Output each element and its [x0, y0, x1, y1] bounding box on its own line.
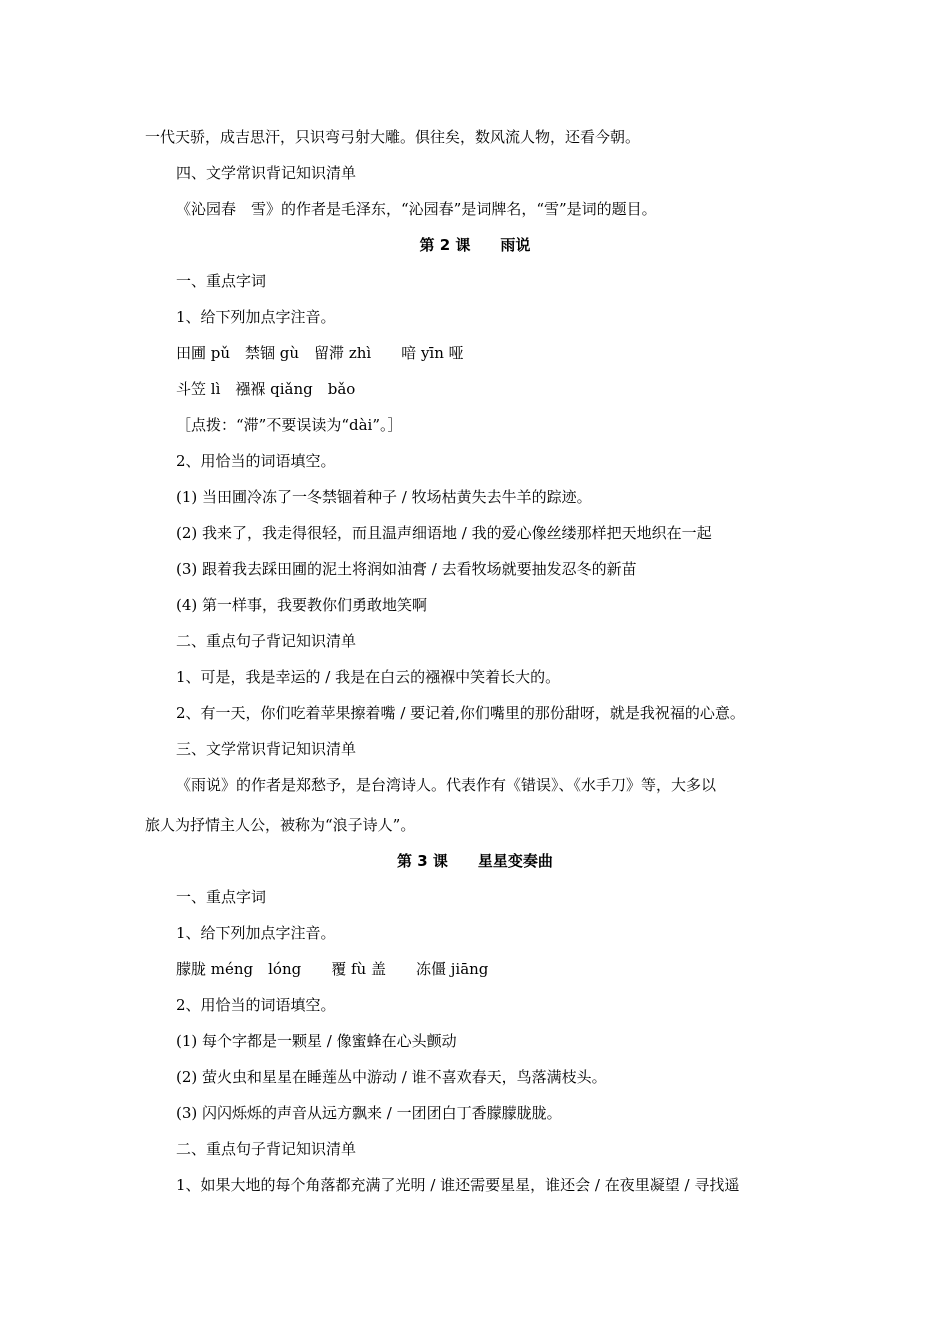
paragraph: 1、给下列加点字注音。 [176, 924, 336, 942]
list-item: (2) 我来了，我走得很轻，而且温声细语地 / 我的爱心像丝缕那样把天地织在一起 [176, 524, 712, 542]
paragraph: 《沁园春 雪》的作者是毛泽东，“沁园春”是词牌名，“雪”是词的题目。 [176, 200, 657, 218]
paragraph: 田圃 pǔ 禁锢 gù 留滞 zhì 喑 yīn 哑 [176, 344, 464, 362]
paragraph: 朦胧 méng lóng 覆 fù 盖 冻僵 jiāng [176, 960, 489, 978]
list-item: (3) 跟着我去踩田圃的泥土将润如油膏 / 去看牧场就要抽发忍冬的新苗 [176, 560, 637, 578]
list-item: (1) 当田圃冷冻了一冬禁锢着种子 / 牧场枯黄失去牛羊的踪迹。 [176, 488, 592, 506]
paragraph: 《雨说》的作者是郑愁予，是台湾诗人。代表作有《错误》、《水手刀》等，大多以 [176, 776, 717, 794]
paragraph: 2、用恰当的词语填空。 [176, 452, 336, 470]
list-item: (1) 每个字都是一颗星 / 像蜜蜂在心头颤动 [176, 1032, 457, 1050]
poem-line: 一代天骄，成吉思汗，只识弯弓射大雕。俱往矣，数风流人物，还看今朝。 [145, 128, 641, 146]
lesson-title: 第 2 课 雨说 [419, 236, 531, 254]
list-item: (2) 萤火虫和星星在睡莲丛中游动 / 谁不喜欢春天，鸟落满枝头。 [176, 1068, 607, 1086]
section-heading: 一、重点字词 [176, 272, 267, 290]
paragraph: 斗笠 lì 襁褓 qiǎng bǎo [176, 380, 356, 398]
section-heading: 二、重点句子背记知识清单 [176, 1140, 357, 1158]
note: ［点拨：“滞”不要误读为“dài”。］ [176, 416, 403, 434]
list-item: 2、有一天，你们吃着苹果擦着嘴 / 要记着,你们嘴里的那份甜呀，就是我祝福的心意。 [176, 704, 745, 722]
list-item: (4) 第一样事，我要教你们勇敢地笑啊 [176, 596, 428, 614]
list-item: 1、可是，我是幸运的 / 我是在白云的襁褓中笑着长大的。 [176, 668, 561, 686]
paragraph: 1、给下列加点字注音。 [176, 308, 336, 326]
section-heading: 二、重点句子背记知识清单 [176, 632, 357, 650]
lesson-title: 第 3 课 星星变奏曲 [397, 852, 553, 870]
list-item: (3) 闪闪烁烁的声音从远方飘来 / 一团团白丁香朦朦胧胧。 [176, 1104, 562, 1122]
section-heading: 四、文学常识背记知识清单 [176, 164, 357, 182]
section-heading: 一、重点字词 [176, 888, 267, 906]
paragraph: 旅人为抒情主人公，被称为“浪子诗人”。 [145, 816, 416, 834]
list-item: 1、如果大地的每个角落都充满了光明 / 谁还需要星星，谁还会 / 在夜里凝望 / 寻找遥 [176, 1176, 740, 1194]
paragraph: 2、用恰当的词语填空。 [176, 996, 336, 1014]
section-heading: 三、文学常识背记知识清单 [176, 740, 357, 758]
